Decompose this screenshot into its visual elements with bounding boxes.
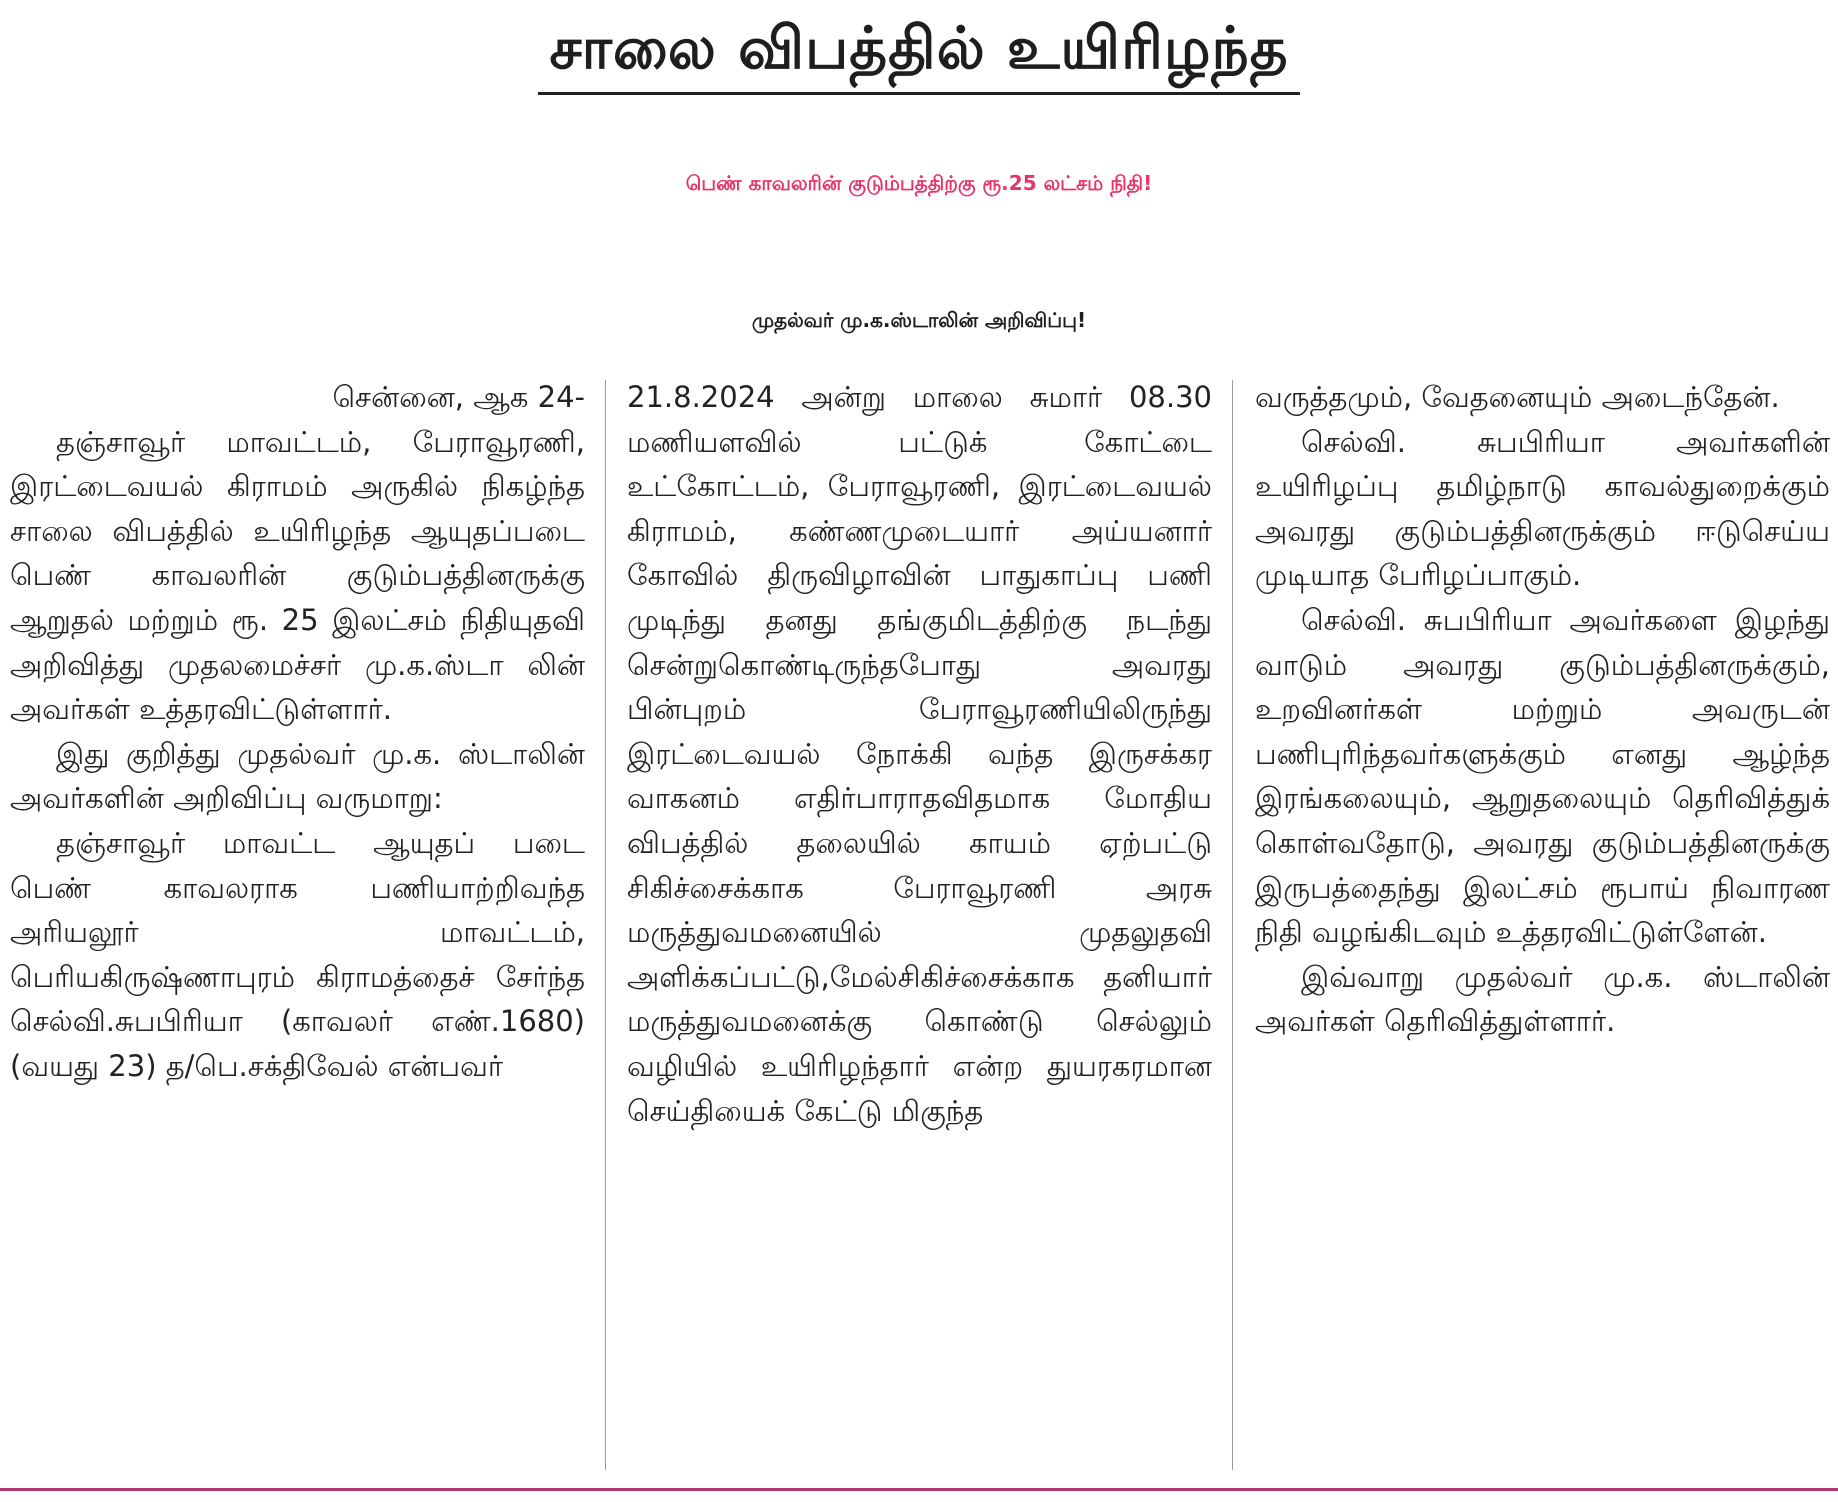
kicker-wrap xyxy=(0,8,1838,95)
article-column-2 xyxy=(627,375,1212,1475)
dateline: சென்னை, ஆக 24- xyxy=(332,380,585,414)
kicker-headline: சாலை விபத்தில் உயிரிழந்த xyxy=(538,8,1301,95)
article-column-1 xyxy=(10,375,585,1475)
paragraph: தஞ்சாவூர் மாவட்ட ஆயுதப் படை பெண் காவலராக பணியாற்றிவந்த அரியலூர் மாவட்டம், பெரியகிருஷ்ணாபுரம் கிராமத்தைச் சேர்ந்த செல்வி.சுபபிரியா (காவலர் எண்.1680) (வயது 23) த/பெ.சக்திவேல் என்பவர் xyxy=(10,825,585,1083)
sub-headline: முதல்வர் மு.க.ஸ்டாலின் அறிவிப்பு! xyxy=(751,308,1087,332)
paragraph: செல்வி. சுபபிரியா அவர்களின் உயிரிழப்பு தமிழ்நாடு காவல்துறைக்கும் அவரது குடும்பத்தினருக்கும் ஈடுசெய்ய முடியாத பேரிழப்பாகும். xyxy=(1255,424,1830,593)
footer-rule xyxy=(0,1488,1838,1491)
paragraph: இது குறித்து முதல்வர் மு.க. ஸ்டாலின் அவர்களின் அறிவிப்பு வருமாறு: xyxy=(10,736,585,816)
article-body xyxy=(0,375,1838,1475)
paragraph: வருத்தமும், வேதனையும் அடைந்தேன். xyxy=(1255,380,1780,414)
paragraph: செல்வி. சுபபிரியா அவர்களை இழந்து வாடும் அவரது குடும்பத்தினருக்கும், உறவினர்கள் மற்றும் அவருடன் பணிபுரிந்தவர்களுக்கும் எனது ஆழ்ந்த இரங்கலையும், ஆறுதலையும் தெரிவித்துக் கொள்வதோடு, அவரது குடும்பத்தினருக்கு இருபத்தைந்து இலட்சம் ரூபாய் நிவாரண நிதி வழங்கிடவும் உத்தரவிட்டுள்ளேன். xyxy=(1255,602,1830,950)
paragraph: இவ்வாறு முதல்வர் மு.க. ஸ்டாலின் அவர்கள் தெரிவித்துள்ளார். xyxy=(1255,959,1830,1039)
main-headline: பெண் காவலரின் குடும்பத்திற்கு ரூ.25 லட்சம் நிதி! xyxy=(685,171,1153,195)
paragraph: 21.8.2024 அன்று மாலை சுமார் 08.30 மணியளவில் பட்டுக் கோட்டை உட்கோட்டம், பேராவூரணி, இரட்டைவயல் கிராமம், கண்ணமுடையார் அய்யனார் கோவில் திருவிழாவின் பாதுகாப்பு பணி முடிந்து தனது தங்குமிடத்திற்கு நடந்து சென்றுகொண்டிருந்தபோது அவரது பின்புறம் பேராவூரணியிலிருந்து இரட்டைவயல் நோக்கி வந்த இருசக்கர வாகனம் எதிர்பாராதவிதமாக மோதிய விபத்தில் தலையில் காயம் ஏற்பட்டு சிகிச்சைக்காக பேராவூரணி அரசு மருத்துவமனையில் முதலுதவி அளிக்கப்பட்டு,மேல்சிகிச்சைக்காக தனியார் மருத்துவமனைக்கு கொண்டு செல்லும் வழியில் உயிரிழந்தார் என்ற துயரகரமான செய்தியைக் கேட்டு மிகுந்த xyxy=(627,380,1212,1128)
paragraph: தஞ்சாவூர் மாவட்டம், பேராவூரணி, இரட்டைவயல் கிராமம் அருகில் நிகழ்ந்த சாலை விபத்தில் உயிரிழந்த ஆயுதப்படை பெண் காவலரின் குடும்பத்தினருக்கு ஆறுதல் மற்றும் ரூ. 25 இலட்சம் நிதியுதவி அறிவித்து முதலமைச்சர் மு.க.ஸ்டா லின் அவர்கள் உத்தரவிட்டுள்ளார். xyxy=(10,424,585,727)
article-column-3 xyxy=(1255,375,1830,1475)
